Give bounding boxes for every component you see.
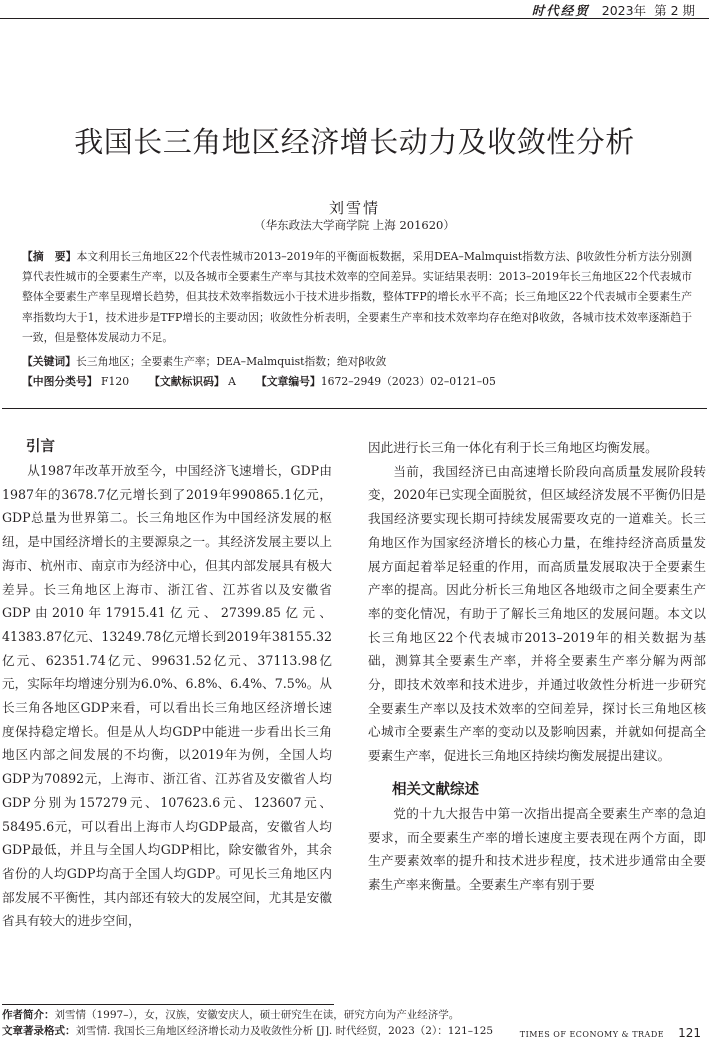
body-rule [2,408,707,409]
page-footer [520,1026,701,1040]
citation-text: 刘雪情. 我国长三角地区经济增长动力及收敛性分析 [J]. 时代经贸，2023（2）：121–125 [75,1025,494,1037]
footnote-rule [2,1004,334,1005]
page-number: 121 [678,1026,701,1040]
article-number-label: 【文章编号】 [255,375,321,388]
header-year: 2023年 [601,3,647,18]
abstract-text: 本文利用长三角地区22个代表性城市2013–2019年的平衡面板数据，采用DEA–Malmquist指数方法、β收敛性分析方法分别测算代表性城市的全要素生产率，以及各城市全要素生产率与其技术效率的空间差异。实证结果表明：2013–2019年长三角地区22个代表城市整体全要素生产率呈现增长趋势，但其技术效率指数远小于技术进步指数，整体TFP的增长水平不高；长三角地区22个代表城市全要素生产率指数均大于1，技术进步是TFP增长的主要动因；收敛性分析表明，全要素生产率和技术效率均存在绝对β收敛，各城市技术效率逐渐趋于一致，但是整体发展动力不足。 [22,250,692,344]
article-title: 我国长三角地区经济增长动力及收敛性分析 [74,125,635,159]
article-number-value: 1672–2949（2023）02–0121–05 [320,375,496,388]
intro-paragraph-1: 从1987年改革开放至今，中国经济飞速增长，GDP由1987年的3678.7亿元增长到了2019年990865.1亿元，GDP总量为世界第二。长三角地区作为中国经济发展的枢纽，是中国经济增长的主要源泉之一。其经济发展主要以上海市、杭州市、南京市为经济中心，但其内部发展具有极大差异。长三角地区上海市、浙江省、江苏省以及安徽省GDP由2010年17915.41亿元、27399.85亿元、41383.87亿元、13249.78亿元增长到2019年38155.32亿元、62351.74亿元、99631.52亿元、37113.98亿元，实际年均增速分别为6.0%、6.8%、6.4%、7.5%。从长三角各地区GDP来看，可以看出长三角地区经济增长速度保持稳定增长。但是从人均GDP中能进一步看出长三角地区内部之间发展的不均衡，以2019年为例，全国人均GDP为70892元，上海市、浙江省、江苏省及安徽省人均GDP分别为157279元、107623.6元、123607元、58495.6元，可以看出上海市人均GDP最高，安徽省人均GDP最低，并且与全国人均GDP相比，除安徽省外，其余省份的人均GDP均高于全国人均GDP。可见长三角地区内部发展不平衡性，其内部还有较大的发展空间，尤其是安徽省具有较大的进步空间， [2,463,332,929]
author-bio [2,1007,459,1022]
intro-paragraph-1-continued: 因此进行长三角一体化有利于长三角地区均衡发展。 [368,440,658,455]
clc-value: F120 [101,375,130,388]
review-paragraph-1: 党的十九大报告中第一次指出提高全要素生产率的急迫要求，而全要素生产率的增长速度主要表现在两个方面，即生产要素效率的提升和技术进步程度，技术进步通常由全要素生产率来衡量。全要素生产率有别于要 [368,805,706,892]
keywords [22,352,692,372]
doc-code-label: 【文献标识码】 [149,375,225,388]
header-text [532,1,695,19]
abstract [22,247,692,348]
keywords-label: 【关键词】 [22,355,76,368]
author-name: 刘雪情 [328,199,380,217]
header-issue: 第 2 期 [654,3,695,18]
right-column [368,436,706,897]
clc-label: 【中图分类号】 [22,375,98,388]
keywords-text: 长三角地区；全要素生产率；DEA–Malmquist指数；绝对β收敛 [75,355,387,368]
left-column [2,436,332,933]
citation-format [2,1023,493,1038]
journal-name: 时代经贸 [531,3,590,18]
review-heading: 相关文献综述 [392,781,479,798]
footer-journal: TIMES OF ECONOMY & TRADE [519,1030,665,1039]
author-affiliation: （华东政法大学商学院 上海 201620） [254,218,455,232]
citation-label: 文章著录格式： [2,1025,76,1037]
author-bio-text: 刘雪情（1997–），女，汉族，安徽安庆人，硕士研究生在读，研究方向为产业经济学。 [54,1009,460,1021]
intro-paragraph-2: 当前，我国经济已由高速增长阶段向高质量发展阶段转变，2020年已实现全面脱贫，但区域经济发展不平衡仍旧是我国经济要实现长期可持续发展需要攻克的一道难关。长三角地区作为国家经济增长的核心力量，在维持经济高质量发展方面起着举足轻重的作用，而高质量发展取决于全要素生产率的提高。因此分析长三角地区各地级市之间全要素生产率的变化情况，有助于了解长三角地区的发展问题。本文以长三角地区22个代表城市2013–2019年的相关数据为基础，测算其全要素生产率，并将全要素生产率分解为两部分，即技术效率和技术进步，并通过收敛性分析进一步研究全要素生产率以及技术效率的空间差异，探讨长三角地区核心城市全要素生产率的变动以及影响因素，并就如何提高全要素生产率，促进长三角地区持续均衡发展提出建议。 [368,463,706,764]
header-rule [0,18,709,19]
abstract-label: 【摘 要】 [22,250,77,263]
doc-code-value: A [228,375,236,388]
author-bio-label: 作者简介： [2,1009,55,1021]
intro-heading: 引言 [26,439,55,455]
running-header [0,0,709,18]
classification-line [22,372,692,392]
